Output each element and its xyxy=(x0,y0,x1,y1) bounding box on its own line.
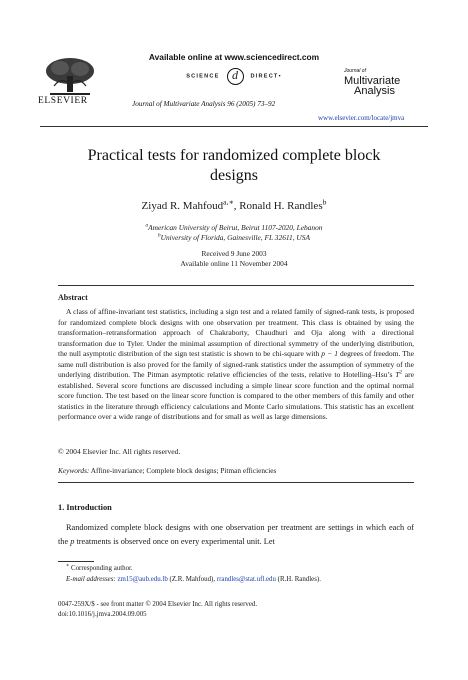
abstract-body xyxy=(58,307,414,423)
title-line-1: Practical tests for randomized complete block xyxy=(87,147,381,164)
available-date: Available online 11 November 2004 xyxy=(180,259,288,268)
elsevier-wordmark: ELSEVIER xyxy=(38,96,88,106)
email-link-2[interactable]: rrandles@stat.ufl.edu xyxy=(216,576,276,583)
keywords-line xyxy=(58,466,276,475)
abstract-copyright: © 2004 Elsevier Inc. All rights reserved. xyxy=(58,447,181,456)
affiliation-a xyxy=(40,223,428,232)
footnote-rule xyxy=(58,561,94,562)
author-2-marks: b xyxy=(322,197,327,207)
sd-at-icon: d xyxy=(227,68,244,85)
abstract-math-p: p − 1 xyxy=(321,349,338,359)
intro-text-2: treatments is observed once on every experimental unit. Let xyxy=(74,537,275,546)
sd-dot-icon: • xyxy=(278,73,282,80)
affiliation-b xyxy=(40,233,428,242)
author-1: Ziyad R. Mahfoud xyxy=(141,200,224,212)
jmva-logo-line1: Multivariate xyxy=(344,75,401,87)
aff-a-mark: a xyxy=(145,222,149,229)
received-date: Received 9 June 2003 xyxy=(201,249,267,258)
header-divider xyxy=(40,126,428,127)
aff-a-text: American University of Beirut, Beirut 1107-2020, Lebanon xyxy=(148,223,323,232)
section-heading-introduction: 1. Introduction xyxy=(58,503,112,512)
email-2-who: (R.H. Randles). xyxy=(275,576,321,583)
journal-url-link[interactable]: www.elsevier.com/locate/jmva xyxy=(318,114,405,122)
abstract-t2: T xyxy=(395,370,400,380)
keywords-text: Affine-invariance; Complete block designs; Pitman efficiencies xyxy=(89,466,277,475)
abstract-t2-sup: 2 xyxy=(399,369,403,376)
abstract-text-2: degrees of freedom. The same null distribution is also proved for the family of signed-rank statistics under the assumption of symmetry of the underlying distribution. The Pitman asymptotic relative efficiencies of the tests, relative to Hotelling–Hsu’s xyxy=(58,349,414,380)
jmva-journal-logo xyxy=(330,68,430,102)
title-line-2: designs xyxy=(210,167,258,184)
aff-b-mark: b xyxy=(158,232,161,239)
intro-var-p: p xyxy=(70,537,75,546)
sd-logo-left: SCIENCE xyxy=(186,73,220,80)
sd-logo-right: DIRECT xyxy=(250,73,279,80)
available-online-text: Available online at www.sciencedirect.com xyxy=(148,52,320,62)
jmva-logo-small: Journal of xyxy=(344,68,366,74)
issn-line: 0047-259X/$ - see front matter © 2004 Elsevier Inc. All rights reserved. xyxy=(58,601,258,608)
aff-b-text: University of Florida, Gainesville, FL 32611, USA xyxy=(160,233,310,242)
abstract-heading: Abstract xyxy=(58,293,88,302)
author-1-marks: a,∗ xyxy=(223,197,234,207)
article-title xyxy=(40,146,428,186)
footnote-corresponding xyxy=(66,565,133,572)
email-label: E-mail addresses: xyxy=(66,576,116,583)
abstract-text-3: are established. Several score functions are discussed including a simple linear score function and the optimal normal score function. The test based on the linear score function is compared to the other members of this family and other statistics in the literature through efficiency calculations and Monte Carlo simulations. This statistic has an excellent performance over a wide range of distributions and for small as well as large dimensions. xyxy=(58,370,414,422)
footnote-emails xyxy=(66,576,321,583)
corr-text: Corresponding author. xyxy=(69,565,133,572)
intro-text-1: Randomized complete block designs with one observation per treatment are settings in which each of the xyxy=(58,523,414,546)
abstract-bottom-rule xyxy=(58,482,414,483)
email-link-1[interactable]: zm15@aub.edu.lb xyxy=(117,576,168,583)
email-1-who: (Z.R. Mahfoud), xyxy=(167,576,217,583)
abstract-text-1: A class of affine-invariant test statistics, including a sign test and a related family of signed-rank tests, is proposed for randomized complete block designs with one observation per treatment. This class is obtained by using the transformation–retransformation approach of Chakraborty, Chaudhuri and Oja along with a directional transformation due to Tyler. Under the minimal assumption of directional symmetry of the underlying distribution, the null asymptotic distribution of the sign test statistic is shown to be chi-square with xyxy=(58,307,414,359)
introduction-body xyxy=(58,521,414,549)
corr-mark: ∗ xyxy=(66,563,70,569)
author-list xyxy=(40,197,428,212)
author-separator: , xyxy=(233,200,240,212)
author-2: Ronald H. Randles xyxy=(239,200,323,212)
jmva-logo-line2: Analysis xyxy=(354,85,395,97)
elsevier-tree-icon xyxy=(40,56,100,96)
keywords-label: Keywords: xyxy=(58,466,90,475)
doi-line[interactable]: doi:10.1016/j.jmva.2004.09.005 xyxy=(58,611,147,618)
abstract-top-rule xyxy=(58,285,414,286)
journal-reference: Journal of Multivariate Analysis 96 (2005) 73–92 xyxy=(132,100,276,108)
